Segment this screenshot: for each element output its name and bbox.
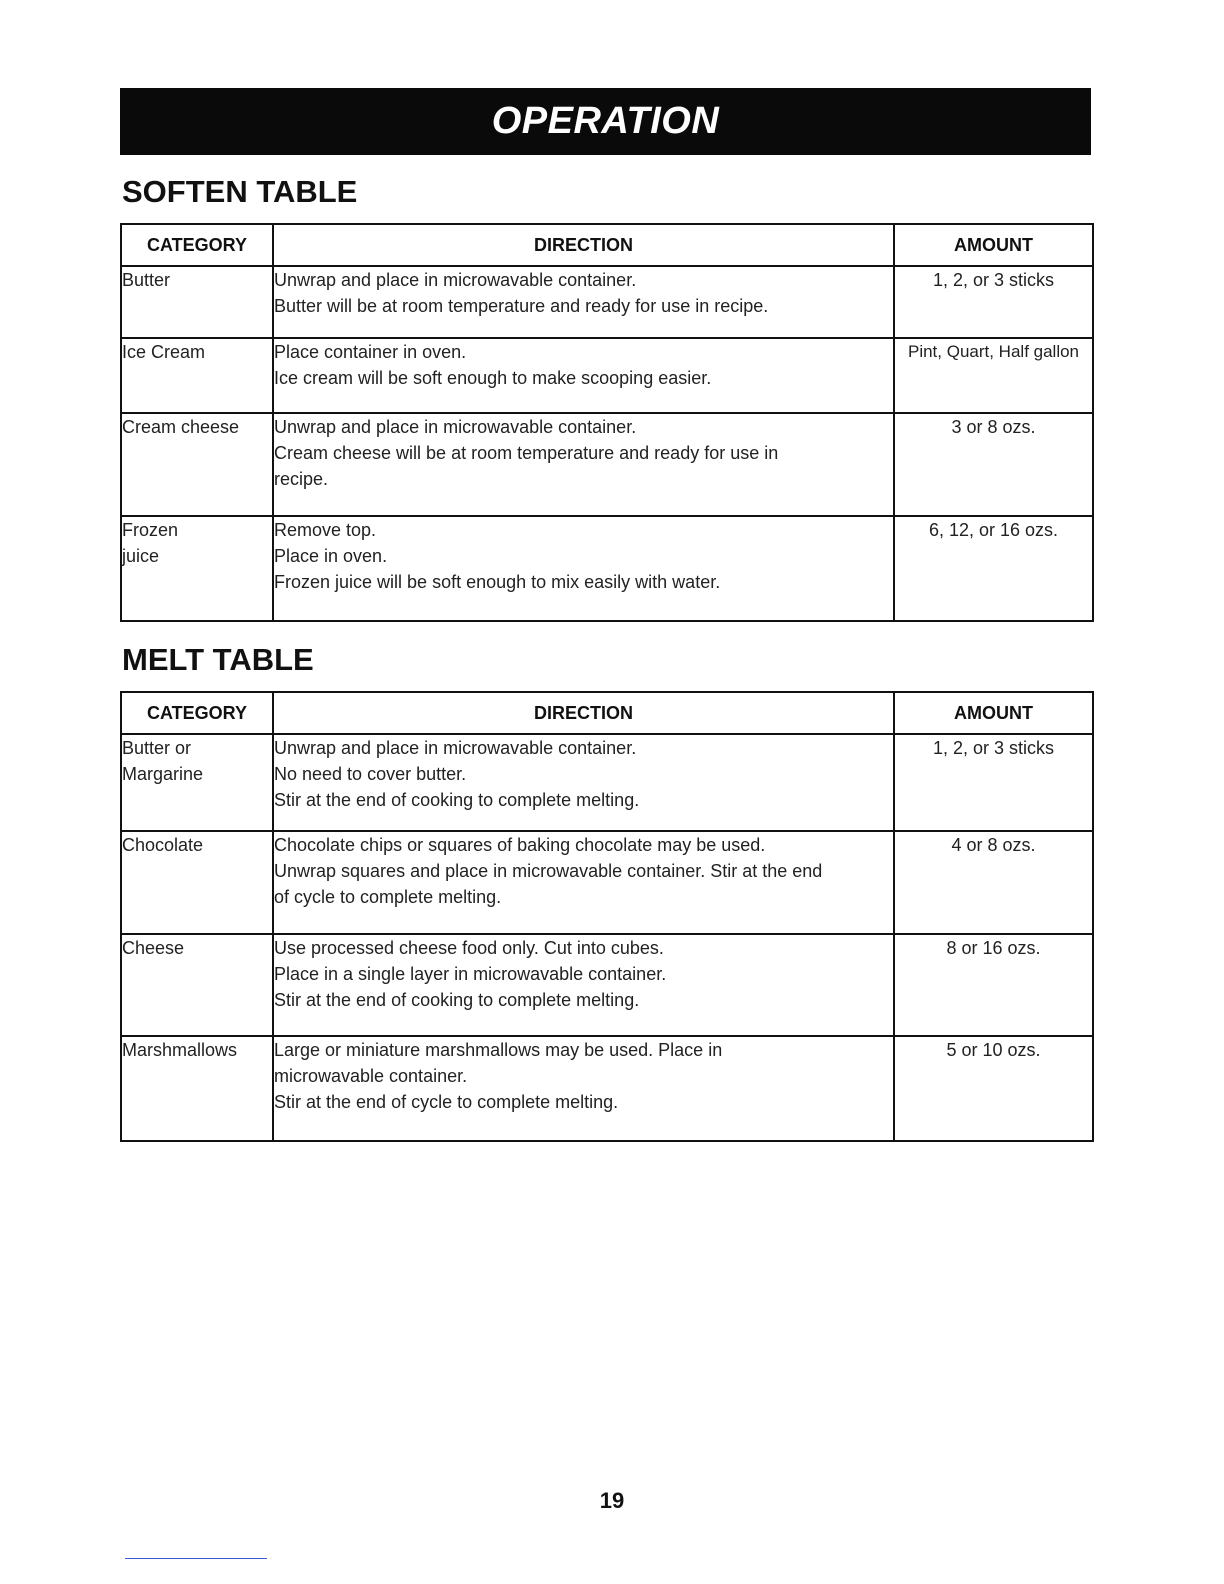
amount-cell: 5 or 10 ozs. xyxy=(894,1036,1093,1141)
amount-cell: 1, 2, or 3 sticks xyxy=(894,266,1093,338)
category-cell: Butter xyxy=(121,266,273,338)
page-number: 19 xyxy=(599,1488,625,1513)
soften-table-title: SOFTEN TABLE xyxy=(122,174,358,209)
amount-cell: 6, 12, or 16 ozs. xyxy=(894,516,1093,621)
direction-cell: Chocolate chips or squares of baking chocolate may be used. Unwrap squares and place in microwavable container. Stir at the end of cycle to complete melting. xyxy=(273,831,894,934)
amount-cell: 1, 2, or 3 sticks xyxy=(894,734,1093,831)
table-row xyxy=(121,266,1093,338)
table-header-row xyxy=(121,692,1093,734)
amount-header: AMOUNT xyxy=(894,692,1093,734)
direction-cell: Use processed cheese food only. Cut into cubes. Place in a single layer in microwavable container. Stir at the end of cooking to complete melting. xyxy=(273,934,894,1036)
category-cell: Butter or Margarine xyxy=(121,734,273,831)
table-header-row xyxy=(121,224,1093,266)
amount-cell: Pint, Quart, Half gallon xyxy=(894,338,1093,413)
table-row xyxy=(121,338,1093,413)
direction-header: DIRECTION xyxy=(273,692,894,734)
amount-cell: 8 or 16 ozs. xyxy=(894,934,1093,1036)
direction-cell: Unwrap and place in microwavable container. No need to cover butter. Stir at the end of cooking to complete melting. xyxy=(273,734,894,831)
table-row xyxy=(121,734,1093,831)
table-row xyxy=(121,831,1093,934)
direction-header: DIRECTION xyxy=(273,224,894,266)
category-cell: Marshmallows xyxy=(121,1036,273,1141)
direction-cell: Place container in oven. Ice cream will be soft enough to make scooping easier. xyxy=(273,338,894,413)
table-row xyxy=(121,934,1093,1036)
amount-cell: 4 or 8 ozs. xyxy=(894,831,1093,934)
table-row xyxy=(121,1036,1093,1141)
footer-rule xyxy=(125,1558,267,1559)
table-row xyxy=(121,516,1093,621)
direction-cell: Unwrap and place in microwavable container. Cream cheese will be at room temperature and ready for use in recipe. xyxy=(273,413,894,516)
direction-cell: Remove top. Place in oven. Frozen juice will be soft enough to mix easily with water. xyxy=(273,516,894,621)
table-row xyxy=(121,413,1093,516)
soften-table xyxy=(120,223,1094,622)
direction-cell: Large or miniature marshmallows may be used. Place in microwavable container. Stir at the end of cycle to complete melting. xyxy=(273,1036,894,1141)
category-header: CATEGORY xyxy=(121,224,273,266)
category-cell: Frozen juice xyxy=(121,516,273,621)
melt-table xyxy=(120,691,1094,1142)
category-cell: Ice Cream xyxy=(121,338,273,413)
category-header: CATEGORY xyxy=(121,692,273,734)
amount-cell: 3 or 8 ozs. xyxy=(894,413,1093,516)
section-banner: OPERATION xyxy=(120,88,1091,155)
melt-table-title: MELT TABLE xyxy=(122,642,314,677)
category-cell: Cream cheese xyxy=(121,413,273,516)
amount-header: AMOUNT xyxy=(894,224,1093,266)
direction-cell: Unwrap and place in microwavable container. Butter will be at room temperature and ready for use in recipe. xyxy=(273,266,894,338)
category-cell: Chocolate xyxy=(121,831,273,934)
category-cell: Cheese xyxy=(121,934,273,1036)
